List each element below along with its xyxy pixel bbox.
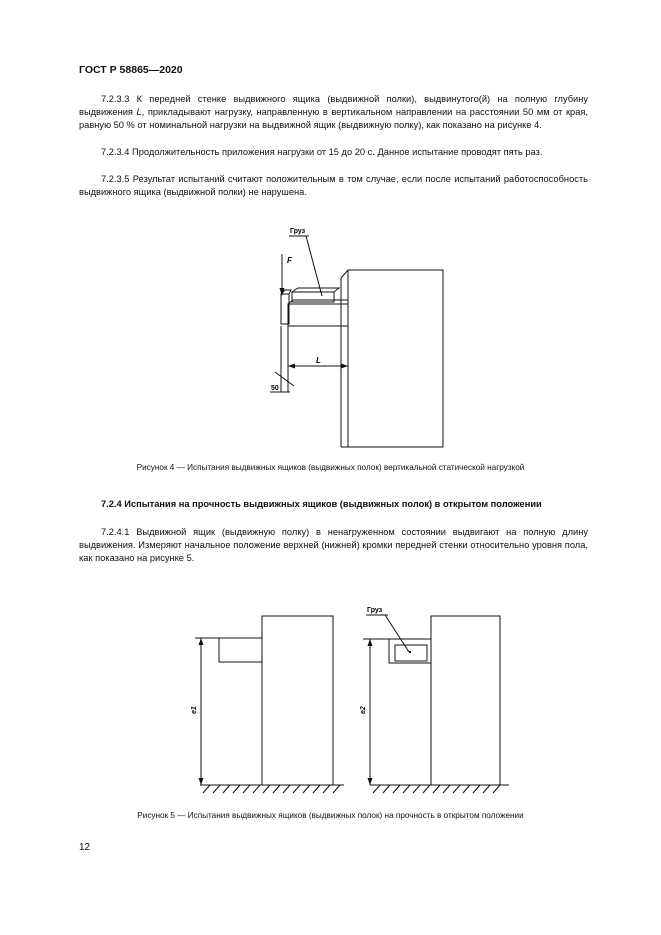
paragraph-text: 7.2.3.3 К передней стенке выдвижного ящика (выдвижной полки), выдвинутого(й) на полную глубину выдвижения [79, 94, 588, 118]
figure4-depth-label: L [316, 356, 321, 365]
section-7-2-4-title: 7.2.4 Испытания на прочность выдвижных ящиков (выдвижных полок) в открытом положении [101, 499, 542, 509]
figure4-force-label: F [287, 256, 292, 265]
dim-arrow-top-right-icon [368, 639, 373, 646]
load-point-marker [409, 651, 411, 653]
floor-hatch-right [373, 785, 500, 793]
paragraph-7-2-3-5: 7.2.3.5 Результат испытаний считают положительным в том случае, если после испытаний работоспособность выдвижного ящика (выдвижной полки) не нарушена. [79, 174, 588, 198]
paragraph-text: , прикладывают нагрузку, направленную в вертикальном направлении на расстоянии 50 мм от края, равную 50 % от номинальной нагрузки на выдвижной ящик (выдвижную полку), как показано на рисунке 4. [79, 107, 589, 131]
figure5-height-label-2: e2 [360, 706, 367, 714]
paragraph-7-2-4-1: 7.2.4.1 Выдвижной ящик (выдвижную полку) в ненагруженном состоянии выдвигают на полную длину выдвижения. Измеряют начальное положение верхней (нижней) кромки передней стенки относительно уровня пола, как показано на рисунке 5. [79, 527, 588, 564]
drawer-left [219, 638, 262, 662]
dim-arrow-bottom-left-icon [199, 778, 204, 785]
figure5-height-label-1: e1 [191, 706, 198, 714]
symbol-L: L [136, 107, 142, 118]
cabinet-right [431, 616, 500, 785]
document-header: ГОСТ Р 58865—2020 [79, 64, 183, 76]
cabinet-left [262, 616, 333, 785]
figure-4-caption: Рисунок 4 — Испытания выдвижных ящиков (выдвижных полок) вертикальной статической нагрузкой [136, 463, 525, 472]
dim-arrow-top-left-icon [199, 638, 204, 645]
paragraph-7-2-3-4: 7.2.3.4 Продолжительность приложения нагрузки от 15 до 20 с. Данное испытание проводят пять раз. [101, 147, 543, 157]
figure-5-caption: Рисунок 5 — Испытания выдвижных ящиков (выдвижных полок) на прочность в открытом положении [137, 811, 524, 820]
floor-hatch-left [203, 785, 340, 793]
dim-arrow-bottom-right-icon [368, 778, 373, 785]
page-number: 12 [79, 842, 91, 853]
figure4-load-label: Груз [290, 228, 306, 235]
figure4-offset-label: 50 [271, 385, 279, 392]
figure5-load-label: Груз [367, 607, 383, 614]
